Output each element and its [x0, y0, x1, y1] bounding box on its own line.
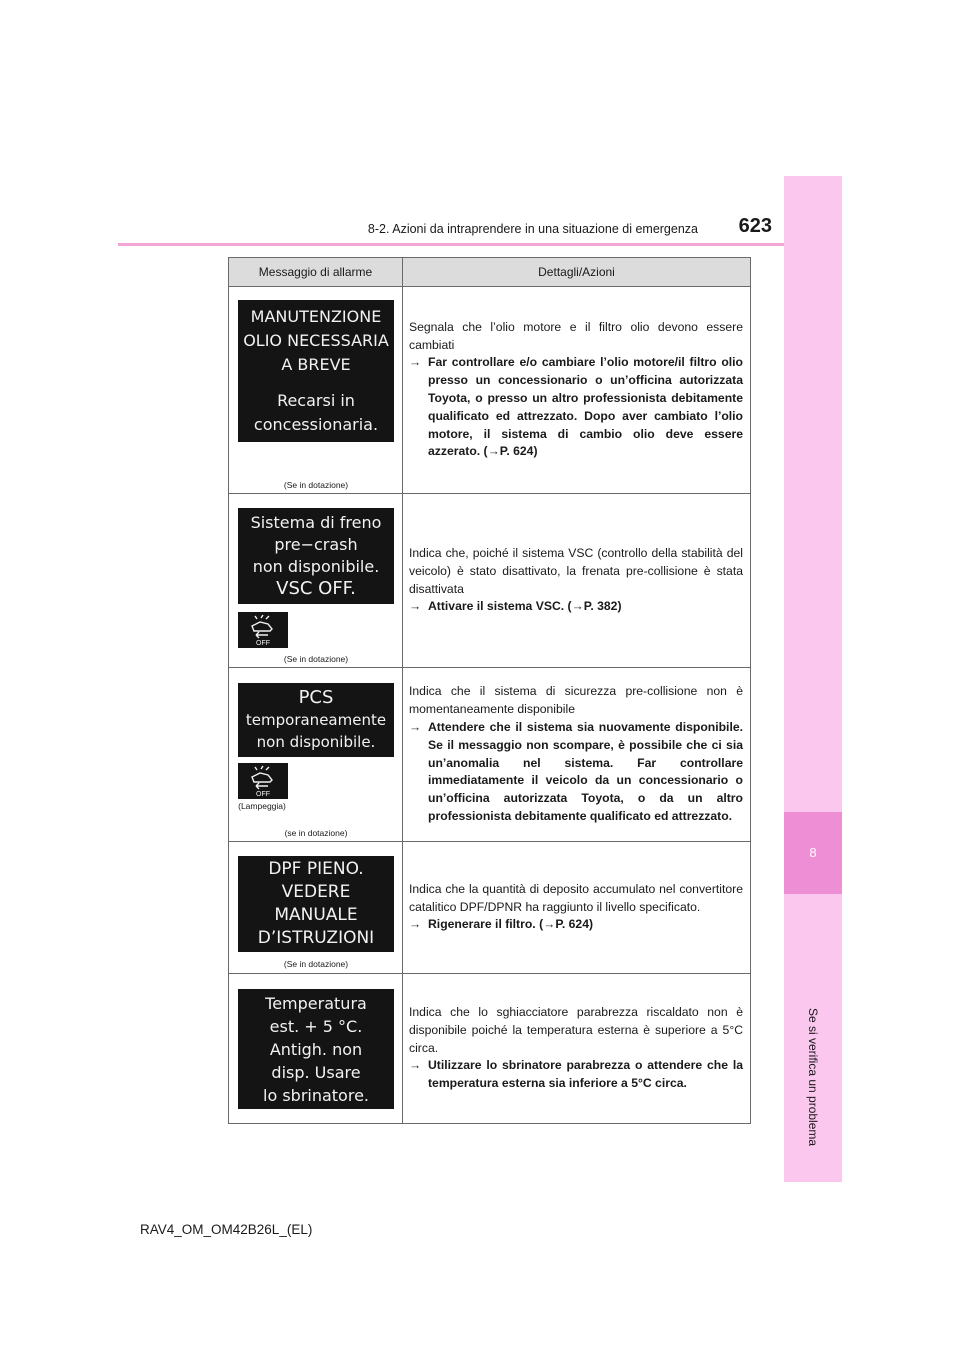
screen-text-line: D’ISTRUZIONI — [257, 928, 375, 948]
screen-text-line: disp. Usare — [271, 1062, 361, 1082]
alarm-message-table — [228, 257, 751, 1124]
screen-text-line: VEDERE — [281, 882, 351, 902]
alarm-message-cell — [229, 668, 403, 842]
alarm-message-cell — [229, 494, 403, 668]
pcs-warning-light-icon — [238, 763, 288, 799]
alarm-message-cell — [229, 974, 403, 1124]
action-item — [409, 719, 743, 826]
screen-text-line: A BREVE — [281, 355, 351, 374]
flashing-note: (Lampeggia) — [238, 801, 286, 811]
description-text: Indica che lo sghiacciatore parabrezza riscaldato non è disponibile poiché la temperatura esterna è superiore a 5°C circa. — [409, 1005, 743, 1055]
table-row — [229, 668, 751, 842]
section-title: 8-2. Azioni da intraprendere in una situazione di emergenza — [367, 222, 698, 236]
arrow-icon: → — [409, 1058, 422, 1073]
column-header-details: Dettagli/Azioni — [403, 258, 751, 287]
pcs-warning-light-icon — [238, 612, 288, 648]
screen-text-line: temporaneamente — [245, 711, 387, 729]
chapter-title: Se si verifica un problema — [806, 1007, 820, 1146]
action-text: Rigenerare il filtro. (→P. 624) — [428, 917, 594, 932]
arrow-icon: → — [409, 917, 422, 932]
details-cell — [403, 842, 751, 974]
column-header-message: Messaggio di allarme — [229, 258, 403, 287]
screen-text-line: MANUTENZIONE — [250, 307, 382, 326]
table-row — [229, 287, 751, 494]
details-cell — [403, 494, 751, 668]
chapter-side-tab[interactable] — [784, 176, 842, 1182]
action-text: Attivare il sistema VSC. (→P. 382) — [428, 599, 622, 614]
alarm-message-cell — [229, 842, 403, 974]
screen-text-line: PCS — [298, 687, 334, 708]
display-screen-image — [238, 300, 394, 442]
screen-text-line: Recarsi in — [277, 391, 355, 410]
display-screen-image — [238, 683, 394, 757]
screen-text-line: OLIO NECESSARIA — [243, 331, 389, 350]
screen-text-line: Temperatura — [265, 993, 367, 1013]
screen-text-line: DPF PIENO. — [268, 859, 364, 879]
arrow-icon: → — [409, 599, 422, 614]
action-item — [409, 598, 743, 616]
action-item — [409, 354, 743, 461]
equipment-note: (Se in dotazione) — [283, 654, 349, 664]
alarm-message-cell — [229, 287, 403, 494]
display-screen-image — [238, 989, 394, 1109]
action-text: Far controllare e/o cambiare l’olio motore/il filtro olio presso un concessionario o un’officina autorizzata Toyota, o presso un altro professionista debitamente qualificato ed attrezzato. Dopo aver cambiato l’olio motore, il sistema di cambio olio deve essere azzerato. (→P. 624) — [428, 355, 743, 459]
details-cell — [403, 974, 751, 1124]
screen-text-line: est. + 5 °C. — [269, 1016, 363, 1036]
arrow-icon: → — [409, 719, 422, 734]
table-row — [229, 842, 751, 974]
screen-text-line: Sistema di freno — [250, 513, 382, 532]
details-cell — [403, 287, 751, 494]
document-code: RAV4_OM_OM42B26L_(EL) — [140, 1222, 313, 1237]
screen-text-line: Antigh. non — [269, 1039, 363, 1059]
equipment-note: (Se in dotazione) — [283, 480, 349, 490]
screen-text-line: non disponibile. — [252, 557, 380, 576]
pcs-warning-light-icon — [238, 612, 288, 648]
screen-text-line: non disponibile. — [256, 733, 376, 751]
pcs-warning-light-icon — [238, 763, 288, 799]
description-text: Segnala che l’olio motore e il filtro olio devono essere cambiati — [409, 319, 743, 352]
action-text: Utilizzare lo sbrinatore parabrezza o attendere che la temperatura esterna sia inferiore a 5°C circa. — [428, 1058, 743, 1091]
screen-text-line: MANUALE — [274, 905, 358, 925]
description-text: Indica che la quantità di deposito accumulato nel convertitore catalitico DPF/DPNR ha raggiunto il livello specificato. — [409, 881, 743, 914]
arrow-icon: → — [409, 355, 422, 370]
screen-text-line: concessionaria. — [253, 415, 379, 434]
header-rule — [118, 243, 784, 246]
screen-text-line: lo sbrinatore. — [263, 1085, 369, 1105]
table-header-row — [229, 258, 751, 287]
chapter-number: 8 — [784, 812, 842, 894]
action-item — [409, 916, 743, 934]
display-screen-image — [238, 856, 394, 952]
description-text: Indica che, poiché il sistema VSC (controllo della stabilità del veicolo) è stato disattivato, la frenata pre-collisione è stata disattivata — [409, 545, 743, 596]
description-text: Indica che il sistema di sicurezza pre-collisione non è momentaneamente disponibile — [409, 684, 743, 717]
icon-off-label: OFF — [256, 791, 270, 798]
table-row — [229, 494, 751, 668]
equipment-note: (Se in dotazione) — [283, 959, 349, 969]
screen-spacer — [238, 377, 394, 389]
equipment-note: (se in dotazione) — [284, 828, 348, 838]
screen-text-line: VSC OFF. — [276, 578, 356, 599]
table-row — [229, 974, 751, 1124]
action-item — [409, 1057, 743, 1093]
action-text: Attendere che il sistema sia nuovamente disponibile. Se il messaggio non scompare, è possibile che ci sia un’anomalia nel sistema. Far controllare immediatamente il veicolo da un concessionario o un’officina autorizzata Toyota, o da un altro professionista debitamente qualificato ed attrezzato. — [428, 719, 743, 823]
page-number: 623 — [738, 215, 772, 237]
screen-text-line: pre−crash — [274, 535, 358, 554]
display-screen-image — [238, 508, 394, 604]
icon-off-label: OFF — [256, 640, 270, 647]
details-cell — [403, 668, 751, 842]
